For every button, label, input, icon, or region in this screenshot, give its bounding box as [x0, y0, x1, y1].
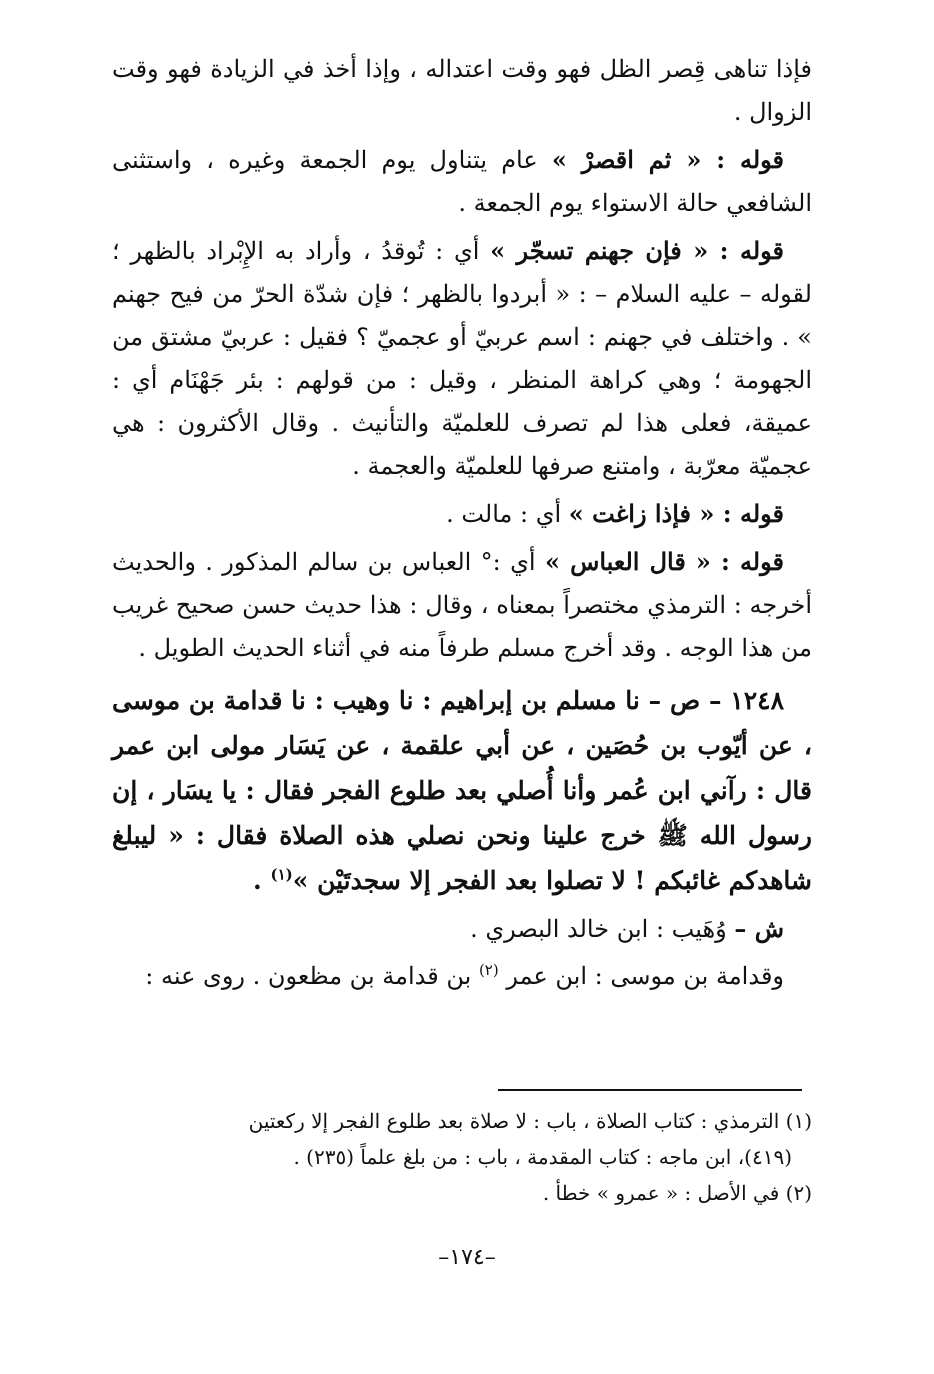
- paragraph-7: [112, 955, 812, 998]
- paragraph-1: [112, 48, 812, 134]
- footnote-2-text: (٢) في الأصل : « عمرو » خطأ .: [542, 1181, 812, 1205]
- hadith-end: .: [253, 866, 271, 895]
- paragraph-6: [112, 907, 812, 951]
- paragraph-7-text-b: بن قدامة بن مظعون . روى عنه :: [145, 962, 479, 990]
- footnote-1-line-2: (٤١٩)، ابن ماجه : كتاب المقدمة ، باب : من بلغ علماً (٢٣٥) .: [293, 1145, 792, 1169]
- paragraph-4-lead: قوله : « فإذا زاغت »: [568, 499, 784, 528]
- paragraph-4: [112, 492, 812, 536]
- paragraph-7-text-a: وقدامة بن موسى : ابن عمر: [498, 962, 784, 990]
- paragraph-2: [112, 138, 812, 225]
- footnote-1: [112, 1103, 812, 1175]
- paragraph-5: [112, 540, 812, 670]
- footnotes: [112, 1103, 812, 1211]
- paragraph-4-text: أي : مالت .: [446, 500, 569, 528]
- paragraph-5-lead: قوله : « قال العباس »: [544, 547, 784, 576]
- paragraph-6-lead: ش –: [734, 914, 784, 943]
- footnote-ref-2: (٢): [478, 961, 499, 979]
- hadith-body: ١٢٤٨ – ص – نا مسلم بن إبراهيم : نا وهيب : نا قدامة بن موسى ، عن أيّوب بن حُصَين ، عن أبي علقمة ، عن يَسَار مولى ابن عمر قال : رآني ابن عُمر وأنا أُصلي بعد طلوع الفجر فقال : يا يسَار ، إن رسول الله ﷺ خرج علينا ونحن نصلي هذه الصلاة فقال : « ليبلغ شاهدكم غائبكم ! لا تصلوا بعد الفجر إلا سجدتَيْن »: [112, 686, 812, 895]
- paragraph-5-text: أي :° العباس بن سالم المذكور . والحديث أخرجه : الترمذي مختصراً بمعناه ، وقال : هذا حديث حسن صحيح غريب من هذا الوجه . وقد أخرج مسلم طرفاً منه في أثناء الحديث الطويل .: [112, 548, 812, 662]
- paragraph-3: [112, 229, 812, 488]
- paragraph-2-lead: قوله : « ثم اقصرْ »: [551, 145, 784, 174]
- paragraph-6-text: وُهَيب : ابن خالد البصري .: [470, 915, 735, 943]
- paragraph-1-text: فإذا تناهى قِصر الظل فهو وقت اعتداله ، وإذا أخذ في الزيادة فهو وقت الزوال .: [112, 55, 813, 126]
- paragraph-3-text: أي : تُوقدُ ، وأراد به الإِبْراد بالظهر ؛ لقوله – عليه السلام – : « أبردوا بالظهر ؛ فإن شدّة الحرّ من فيح جهنم » . واختلف في جهنم : اسم عربيّ أو عجميّ ؟ فقيل : عربيّ مشتق من الجهومة ؛ وهي كراهة المنظر ، وقيل : من قولهم : بئر جَهْنَام أي : عميقة، فعلى هذا لم تصرف للعلميّة والتأنيث . وقال الأكثرون : هي عجميّة معرّبة ، وامتنع صرفها للعلميّة والعجمة .: [112, 237, 812, 480]
- page-number: –١٧٤–: [438, 1245, 496, 1270]
- paragraph-2-text: عام يتناول يوم الجمعة وغيره ، واستثنى الشافعي حالة الاستواء يوم الجمعة .: [112, 146, 812, 217]
- footnote-2: [112, 1175, 812, 1211]
- footnote-1-line-1: (١) الترمذي : كتاب الصلاة ، باب : لا صلاة بعد طلوع الفجر إلا ركعتين: [248, 1109, 812, 1133]
- page-body: [112, 48, 812, 1002]
- footnote-ref-1: (١): [270, 865, 293, 884]
- footnote-divider: [498, 1089, 802, 1091]
- hadith-text: [112, 678, 812, 903]
- paragraph-3-lead: قوله : « فإن جهنم تسجّر »: [490, 236, 784, 265]
